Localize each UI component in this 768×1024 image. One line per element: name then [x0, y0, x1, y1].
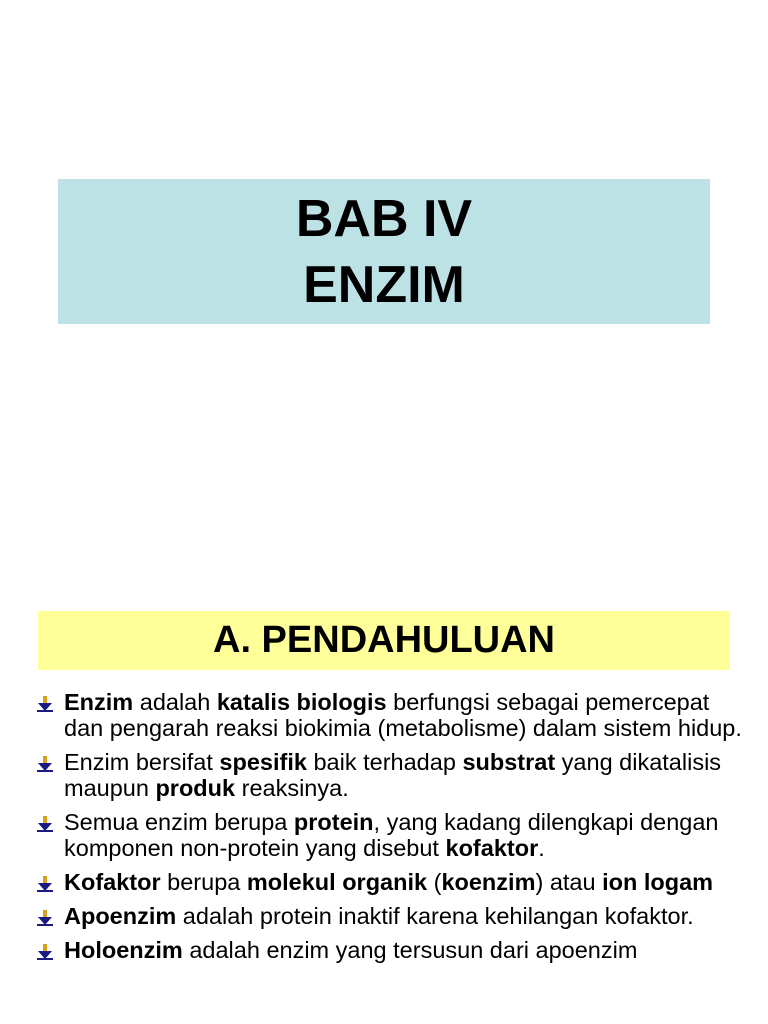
bold-term: Kofaktor	[64, 869, 161, 895]
bold-term: ion logam	[602, 869, 714, 895]
chapter-title: ENZIM	[303, 255, 465, 314]
bullet-item	[34, 689, 746, 741]
text-segment: yang dikatalisis maupun	[64, 749, 722, 801]
bold-term: Enzim	[64, 689, 134, 715]
text-segment: adalah protein inaktif karena kehilangan kofaktor.	[176, 903, 694, 929]
bold-term: kofaktor	[445, 835, 539, 861]
text-segment: reaksinya.	[235, 775, 349, 801]
bullet-text	[64, 689, 742, 741]
bullet-text	[64, 869, 713, 895]
chapter-number: BAB IV	[295, 189, 473, 248]
arrow-bullet-icon	[36, 875, 54, 893]
text-segment: adalah enzim yang tersusun dari apoenzim	[182, 937, 638, 963]
text-segment: Semua enzim berupa	[64, 809, 294, 835]
bullet-text	[64, 749, 721, 801]
arrow-bullet-icon	[36, 695, 54, 713]
bullet-item	[34, 749, 746, 801]
arrow-bullet-icon	[36, 943, 54, 961]
bold-term: substrat	[462, 749, 556, 775]
bold-term: Holoenzim	[64, 937, 183, 963]
bold-term: protein	[293, 809, 374, 835]
bullet-item	[34, 903, 746, 929]
bullet-text	[64, 903, 694, 929]
text-segment: adalah	[133, 689, 217, 715]
bullet-item	[34, 937, 746, 963]
arrow-bullet-icon	[36, 755, 54, 773]
bullet-item	[34, 869, 746, 895]
bold-term: Apoenzim	[64, 903, 177, 929]
section-heading-box	[38, 611, 730, 670]
text-segment: .	[538, 835, 545, 861]
chapter-title-box	[58, 179, 710, 324]
bold-term: koenzim	[441, 869, 536, 895]
text-segment: berfungsi sebagai pemercepat dan pengarah reaksi biokimia (metabolisme) dalam sistem hidup.	[64, 689, 742, 741]
bold-term: molekul organik	[246, 869, 428, 895]
text-segment: baik terhadap	[306, 749, 463, 775]
section-heading: A. PENDAHULUAN	[213, 619, 555, 661]
bold-term: spesifik	[219, 749, 307, 775]
arrow-bullet-icon	[36, 909, 54, 927]
text-segment: ) atau	[535, 869, 603, 895]
text-segment: berupa	[160, 869, 247, 895]
text-segment: (	[427, 869, 442, 895]
bullet-text	[64, 809, 719, 861]
bullet-item	[34, 809, 746, 861]
bullet-list	[34, 689, 746, 971]
arrow-bullet-icon	[36, 815, 54, 833]
text-segment: Enzim bersifat	[64, 749, 220, 775]
bold-term: katalis biologis	[216, 689, 387, 715]
text-segment: , yang kadang dilengkapi dengan komponen non-protein yang disebut	[64, 809, 719, 861]
bullet-text	[64, 937, 637, 963]
bold-term: produk	[155, 775, 236, 801]
